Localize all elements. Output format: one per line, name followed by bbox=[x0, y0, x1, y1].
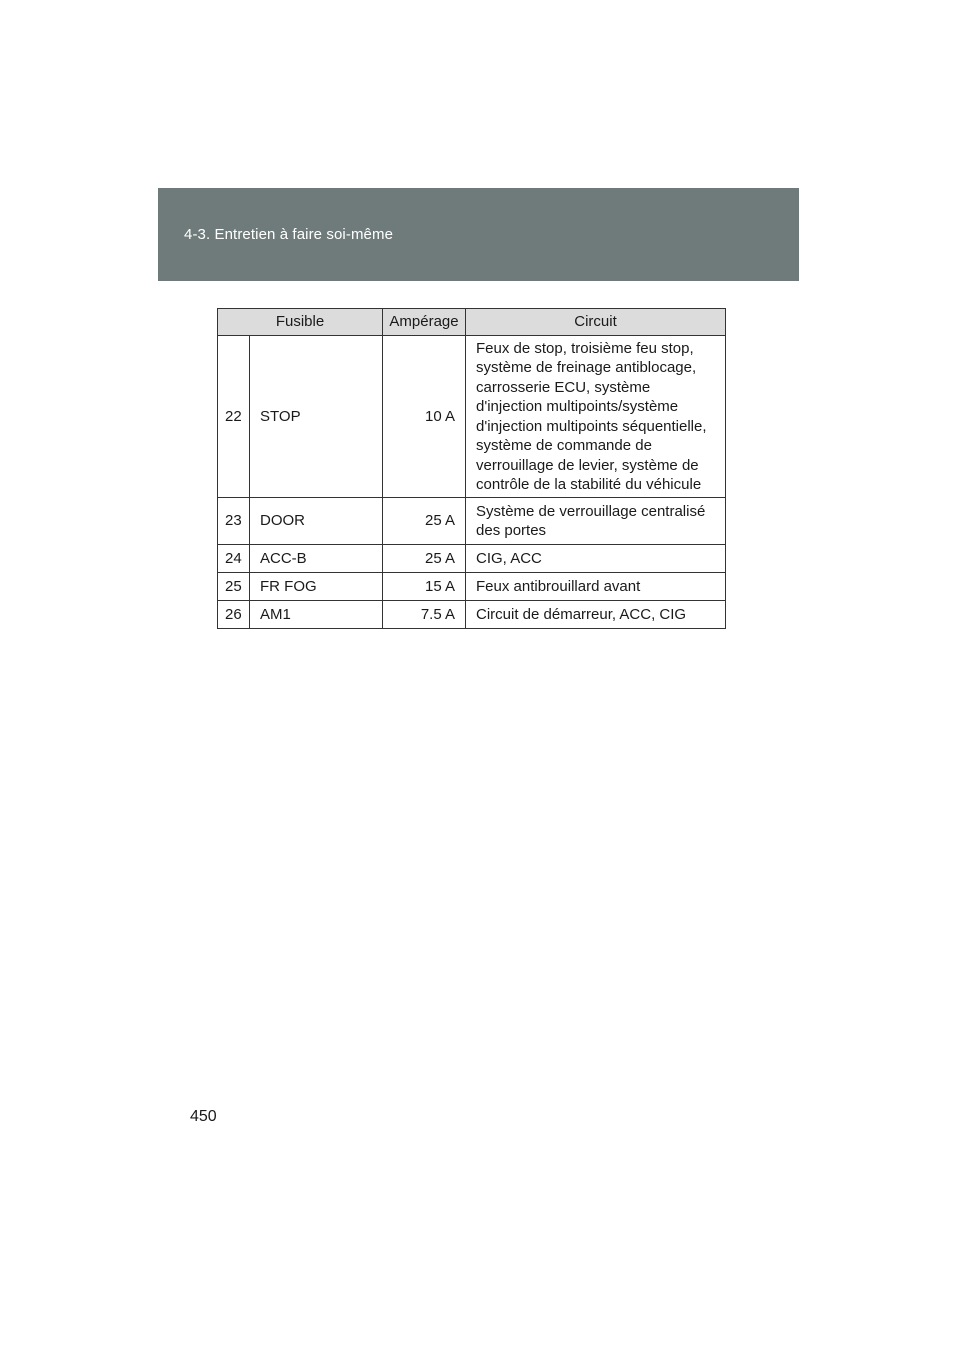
page-number: 450 bbox=[190, 1108, 217, 1125]
fuse-name: STOP bbox=[250, 336, 383, 498]
fuse-name: FR FOG bbox=[250, 573, 383, 601]
fuse-circuit: Feux antibrouillard avant bbox=[466, 573, 726, 601]
fuse-amperage: 25 A bbox=[383, 545, 466, 573]
fuse-name: AM1 bbox=[250, 601, 383, 629]
fuse-number: 26 bbox=[218, 601, 250, 629]
table-row bbox=[218, 498, 726, 545]
column-header-amperage: Ampérage bbox=[383, 309, 466, 336]
fuse-amperage: 25 A bbox=[383, 498, 466, 545]
table-row bbox=[218, 573, 726, 601]
fuse-table bbox=[217, 308, 726, 629]
table-header-row bbox=[218, 309, 726, 336]
table-row bbox=[218, 336, 726, 498]
table-row bbox=[218, 545, 726, 573]
fuse-number: 24 bbox=[218, 545, 250, 573]
fuse-number: 23 bbox=[218, 498, 250, 545]
fuse-name: ACC-B bbox=[250, 545, 383, 573]
fuse-circuit: Circuit de démarreur, ACC, CIG bbox=[466, 601, 726, 629]
table-row bbox=[218, 601, 726, 629]
fuse-amperage: 10 A bbox=[383, 336, 466, 498]
column-header-circuit: Circuit bbox=[466, 309, 726, 336]
fuse-amperage: 15 A bbox=[383, 573, 466, 601]
fuse-circuit: CIG, ACC bbox=[466, 545, 726, 573]
column-header-fuse: Fusible bbox=[218, 309, 383, 336]
fuse-circuit: Feux de stop, troisième feu stop, système de freinage antiblocage, carrosserie ECU, système d'injection multipoints/système d'injection multipoints séquentielle, système de commande de verrouillage de levier, système de contrôle de la stabilité du véhicule bbox=[466, 336, 726, 498]
section-title: 4-3. Entretien à faire soi-même bbox=[184, 226, 394, 243]
fuse-circuit: Système de verrouillage centralisé des portes bbox=[466, 498, 726, 545]
section-header-band bbox=[158, 188, 799, 281]
fuse-number: 25 bbox=[218, 573, 250, 601]
fuse-name: DOOR bbox=[250, 498, 383, 545]
fuse-number: 22 bbox=[218, 336, 250, 498]
fuse-amperage: 7.5 A bbox=[383, 601, 466, 629]
